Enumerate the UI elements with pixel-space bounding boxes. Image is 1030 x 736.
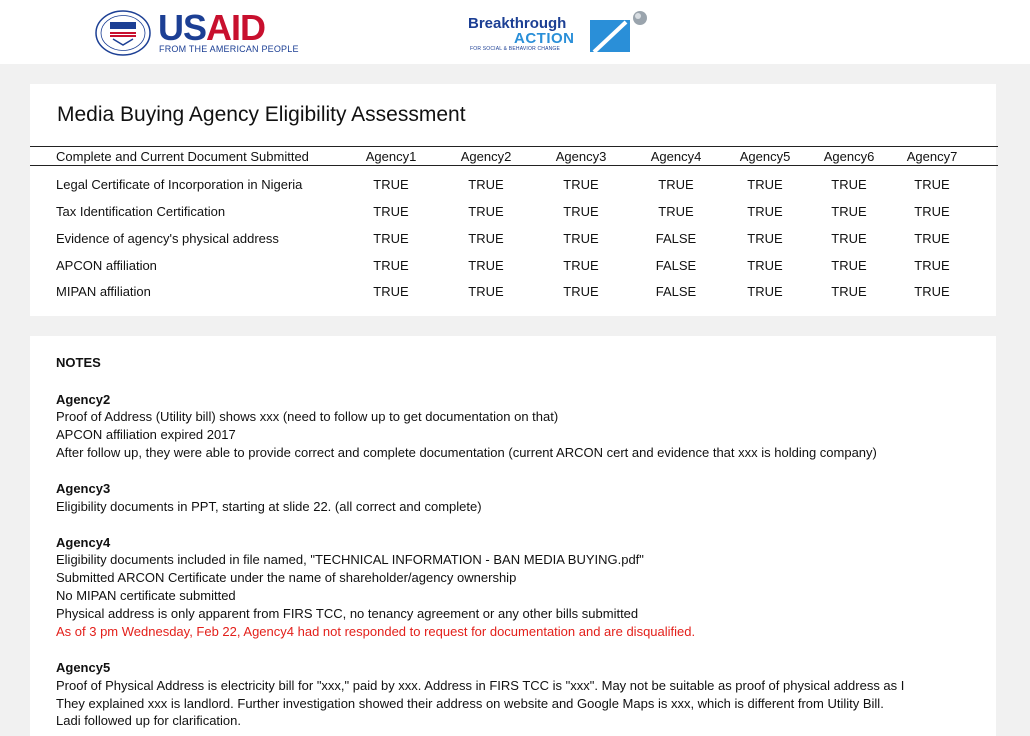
table-cell: TRUE — [373, 284, 409, 299]
column-header-agency2: Agency2 — [460, 149, 512, 164]
column-header-agency3: Agency3 — [555, 149, 607, 164]
table-cell: FALSE — [655, 231, 697, 246]
note-line: Proof of Address (Utility bill) shows xxx (need to follow up to get documentation on that) — [56, 409, 559, 424]
table-cell: TRUE — [831, 177, 867, 192]
table-cell: TRUE — [468, 177, 504, 192]
note-line: Eligibility documents in PPT, starting at slide 22. (all correct and complete) — [56, 499, 482, 514]
notes-heading: NOTES — [56, 355, 101, 370]
row-label: MIPAN affiliation — [56, 284, 151, 299]
table-cell: TRUE — [747, 204, 783, 219]
note-line: Physical address is only apparent from FIRS TCC, no tenancy agreement or any other bills submitted — [56, 606, 639, 621]
table-cell: TRUE — [563, 284, 599, 299]
table-cell: TRUE — [373, 231, 409, 246]
table-cell: TRUE — [373, 204, 409, 219]
notes-card — [30, 336, 996, 736]
note-title-agency5: Agency5 — [56, 660, 111, 675]
breakthrough-mark-icon — [588, 10, 650, 54]
table-cell: TRUE — [747, 231, 783, 246]
table-cell: TRUE — [914, 258, 950, 273]
table-cell: FALSE — [655, 284, 697, 299]
note-line: Eligibility documents included in file named, "TECHNICAL INFORMATION - BAN MEDIA BUYING.pdf" — [56, 552, 644, 567]
table-cell: TRUE — [658, 177, 694, 192]
note-line: Proof of Physical Address is electricity bill for "xxx," paid by xxx. Address in FIRS TCC is "xxx". May not be suitable as proof of physical address as I — [56, 678, 905, 693]
note-title-agency3: Agency3 — [56, 481, 111, 496]
note-line: Ladi followed up for clarification. — [56, 713, 241, 728]
note-title-agency2: Agency2 — [56, 392, 111, 407]
breakthrough-action: ACTION — [514, 30, 575, 47]
column-header-agency6: Agency6 — [823, 149, 875, 164]
table-cell: TRUE — [468, 231, 504, 246]
table-cell: TRUE — [914, 204, 950, 219]
table-cell: TRUE — [747, 284, 783, 299]
table-cell: TRUE — [831, 204, 867, 219]
table-cell: TRUE — [914, 177, 950, 192]
disqualification-warning: As of 3 pm Wednesday, Feb 22, Agency4 had not responded to request for documentation and are disqualified. — [56, 624, 696, 639]
usaid-tagline: FROM THE AMERICAN PEOPLE — [159, 44, 299, 54]
logo-header — [0, 0, 1030, 64]
table-cell: TRUE — [563, 204, 599, 219]
table-cell: TRUE — [468, 258, 504, 273]
table-cell: TRUE — [468, 284, 504, 299]
breakthrough-tagline: FOR SOCIAL & BEHAVIOR CHANGE — [470, 46, 561, 52]
note-line: They explained xxx is landlord. Further investigation showed their address on website and Google Maps is xxx, which is different from Utility Bill. — [56, 696, 884, 711]
note-line: No MIPAN certificate submitted — [56, 588, 236, 603]
breakthrough-title: Breakthrough — [468, 15, 567, 32]
column-header-agency1: Agency1 — [365, 149, 417, 164]
usaid-wordmark: USAID — [158, 7, 266, 48]
table-cell: TRUE — [373, 177, 409, 192]
table-top-rule — [30, 146, 998, 147]
note-line: APCON affiliation expired 2017 — [56, 427, 236, 442]
page-title: Media Buying Agency Eligibility Assessment — [57, 103, 466, 126]
table-cell: FALSE — [655, 258, 697, 273]
usaid-seal-icon — [95, 10, 151, 56]
table-cell: TRUE — [563, 258, 599, 273]
column-header-document: Complete and Current Document Submitted — [56, 149, 309, 164]
table-cell: TRUE — [563, 177, 599, 192]
note-line: After follow up, they were able to provide correct and complete documentation (current ARCON cert and evidence that xxx is holding company) — [56, 445, 877, 460]
column-header-agency4: Agency4 — [650, 149, 702, 164]
table-cell: TRUE — [914, 231, 950, 246]
table-header-rule — [30, 165, 998, 166]
table-cell: TRUE — [831, 258, 867, 273]
note-line: Submitted ARCON Certificate under the name of shareholder/agency ownership — [56, 570, 517, 585]
row-label: APCON affiliation — [56, 258, 157, 273]
note-title-agency4: Agency4 — [56, 535, 111, 550]
table-cell: TRUE — [747, 177, 783, 192]
table-cell: TRUE — [563, 231, 599, 246]
row-label: Legal Certificate of Incorporation in Nigeria — [56, 177, 303, 192]
table-cell: TRUE — [831, 284, 867, 299]
column-header-agency5: Agency5 — [739, 149, 791, 164]
table-cell: TRUE — [831, 231, 867, 246]
table-cell: TRUE — [658, 204, 694, 219]
table-cell: TRUE — [373, 258, 409, 273]
column-header-agency7: Agency7 — [906, 149, 958, 164]
table-cell: TRUE — [914, 284, 950, 299]
table-cell: TRUE — [468, 204, 504, 219]
row-label: Evidence of agency's physical address — [56, 231, 279, 246]
table-cell: TRUE — [747, 258, 783, 273]
row-label: Tax Identification Certification — [56, 204, 226, 219]
